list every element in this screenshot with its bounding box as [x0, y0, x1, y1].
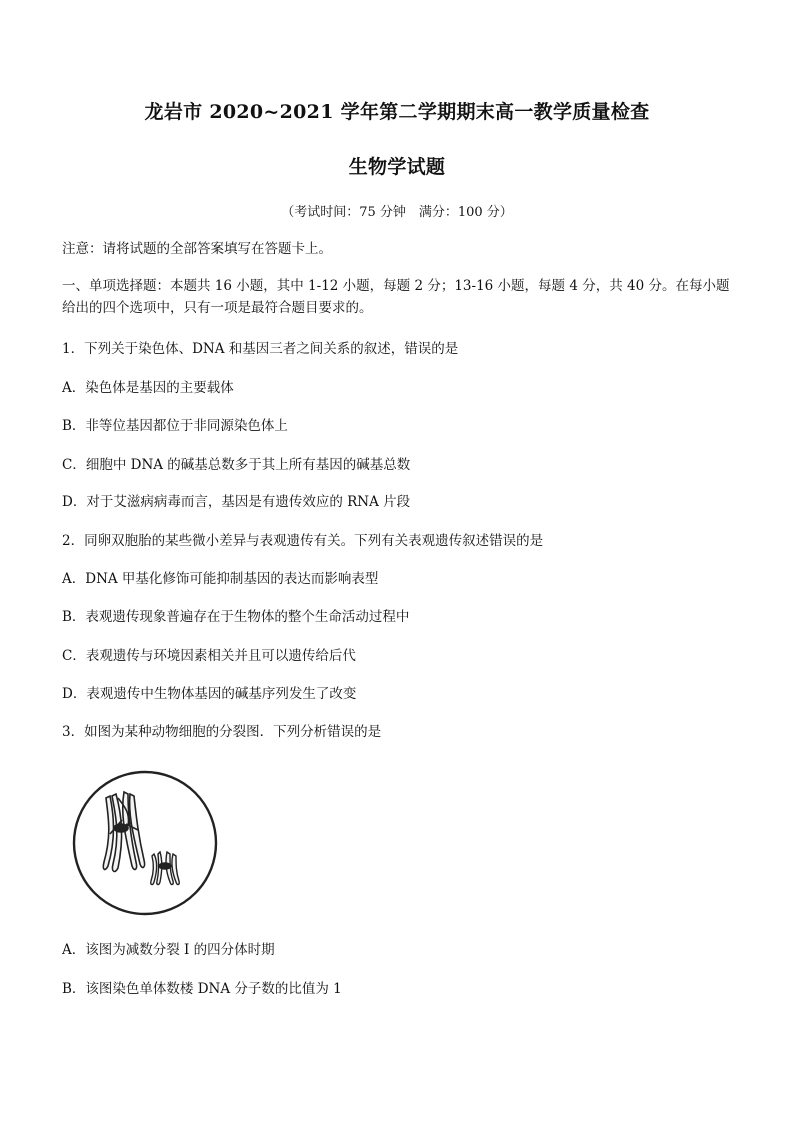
question-3-option-a: A．该图为减数分裂 I 的四分体时期: [62, 942, 275, 958]
question-1-option-b: B．非等位基因都位于非同源染色体上: [62, 418, 288, 434]
question-2-stem: 2．同卵双胞胎的某些微小差异与表观遗传有关。下列有关表观遗传叙述错误的是: [62, 533, 544, 549]
question-3-stem: 3．如图为某种动物细胞的分裂图．下列分析错误的是: [62, 724, 382, 740]
section-heading: 一、单项选择题：本题共 16 小题，其中 1-12 小题，每题 2 分；13-16 小题，每题 4 分，共 40 分。在每小题给出的四个选项中，只有一项是最符合题目要求的。: [62, 278, 730, 316]
cell-division-figure: [70, 768, 220, 918]
cell-membrane: [74, 772, 216, 914]
question-2-option-a: A．DNA 甲基化修饰可能抑制基因的表达而影响表型: [62, 571, 379, 587]
question-1-stem: 1．下列关于染色体、DNA 和基因三者之间关系的叙述，错误的是: [62, 341, 459, 357]
question-1-option-c: C．细胞中 DNA 的碱基总数多于其上所有基因的碱基总数: [62, 457, 411, 473]
question-1-option-d: D．对于艾滋病病毒而言，基因是有遗传效应的 RNA 片段: [62, 494, 411, 510]
exam-subtitle: 生物学试题: [348, 156, 446, 178]
question-3-option-b: B．该图染色单体数楼 DNA 分子数的比值为 1: [62, 981, 342, 997]
question-1-option-a: A．染色体是基因的主要载体: [62, 380, 234, 396]
small-chromosome-pair: [151, 852, 179, 885]
exam-info: （考试时间：75 分钟 满分：100 分）: [281, 205, 513, 220]
notice-text: 注意：请将试题的全部答案填写在答题卡上。: [62, 241, 332, 257]
question-2-option-c: C．表观遗传与环境因素相关并且可以遗传给后代: [62, 648, 356, 664]
question-2-option-b: B．表观遗传现象普遍存在于生物体的整个生命活动过程中: [62, 609, 410, 625]
exam-title: 龙岩市 2020~2021 学年第二学期期末高一教学质量检查: [144, 101, 650, 123]
question-2-option-d: D．表观遗传中生物体基因的碱基序列发生了改变: [62, 686, 357, 702]
large-chromosome-pair: [103, 792, 144, 871]
